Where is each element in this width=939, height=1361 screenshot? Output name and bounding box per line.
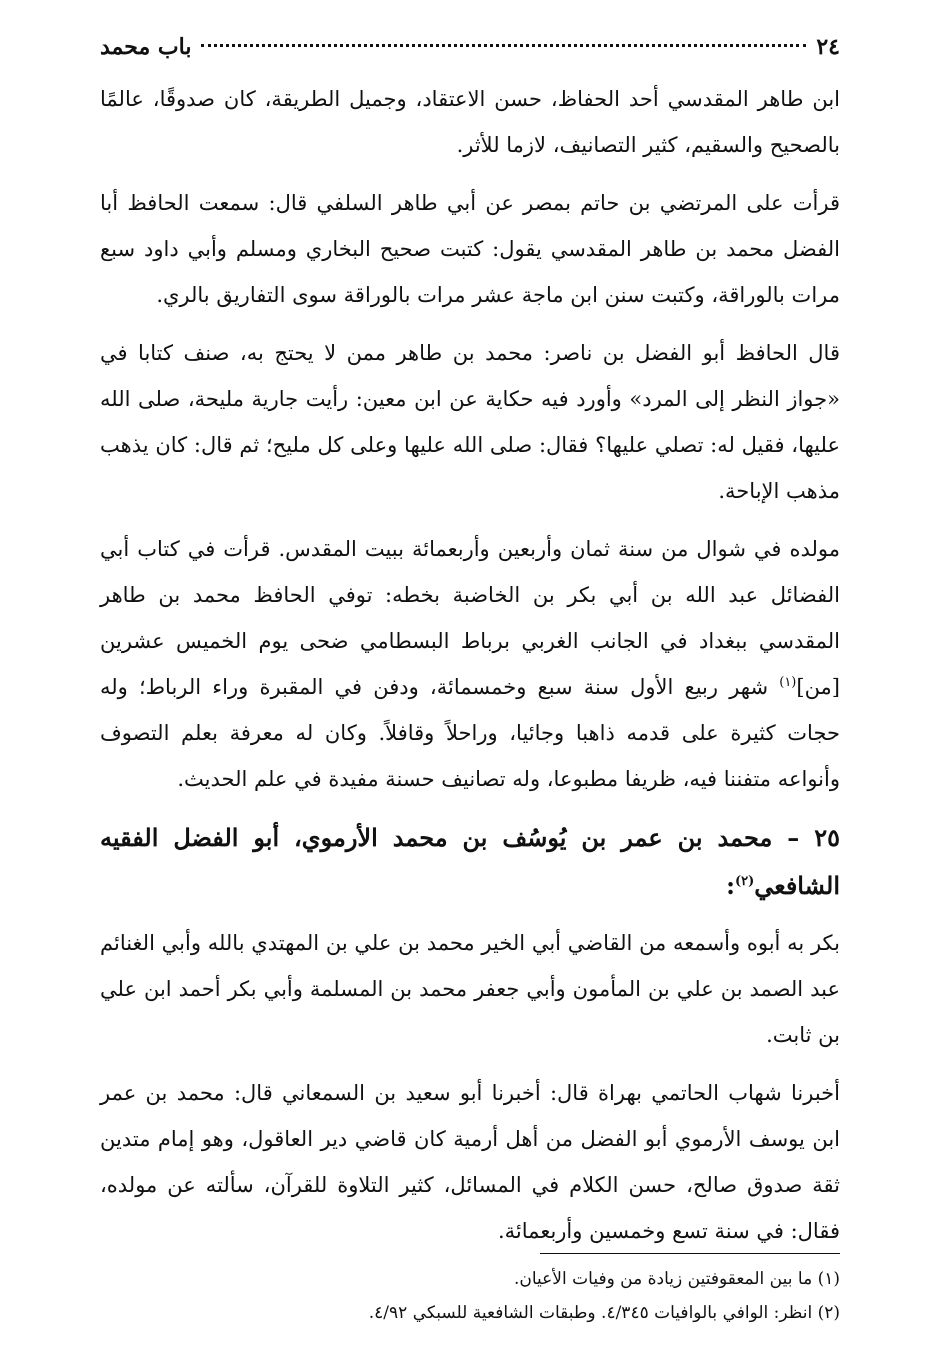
paragraph-4-text-b: شهر ربيع الأول سنة سبع وخمسمائة، ودفن في المقبرة وراء الرباط؛ وله حجات كثيرة على قدمه ذاهبا وجائيا، وراحلاً وقافلاً. وكان له معرفة بعلم التصوف وأنواعه متفننا فيه، ظريفا مطبوعا، وله تصانيف حسنة مفيدة في علم الحديث. xyxy=(100,675,840,791)
footnote-2: (٢) انظر: الوافي بالوافيات ٤/٣٤٥. وطبقات الشافعية للسبكي ٤/٩٢. xyxy=(368,1303,840,1323)
entry-heading-colon: : xyxy=(726,871,735,900)
footnote-1: (١) ما بين المعقوفتين زيادة من وفيات الأعيان. xyxy=(513,1269,840,1289)
paragraph-6: أخبرنا شهاب الحاتمي بهراة قال: أخبرنا أبو سعيد بن السمعاني قال: محمد بن عمر ابن يوسف الأرموي أبو الفضل من أهل أرمية كان قاضي دير العاقول، وهو إمام متدين ثقة صدوق صالح، حسن الكلام في المسائل، كثير التلاوة للقرآن، سألته عن مولده، فقال: في سنة تسع وخمسين وأربعمائة. xyxy=(100,1081,840,1243)
paragraph-4 xyxy=(100,526,840,802)
entry-heading-text: ٢٥ – محمد بن عمر بن يُوسُف بن محمد الأرموي، أبو الفضل الفقيه الشافعي xyxy=(100,823,840,900)
paragraph-1: ابن طاهر المقدسي أحد الحفاظ، حسن الاعتقاد، وجميل الطريقة، كان صدوقًا، عالمًا بالصحيح والسقيم، كثير التصانيف، لازما للأثر. xyxy=(100,87,841,157)
paragraph-5: بكر به أبوه وأسمعه من القاضي أبي الخير محمد بن علي بن المهتدي بالله وأبي الغنائم عبد الصمد بن علي بن المأمون وأبي جعفر محمد بن المسلمة وأبي بكر أحمد ابن علي بن ثابت. xyxy=(100,931,840,1047)
running-header xyxy=(100,30,840,68)
chapter-title: باب محمد xyxy=(100,34,192,60)
entry-heading xyxy=(100,814,840,910)
leader-dots xyxy=(201,44,806,47)
paragraph-4-text-a: مولده في شوال من سنة ثمان وأربعين وأربعمائة ببيت المقدس. قرأت في كتاب أبي الفضائل عبد الله بن أبي بكر بن الخاضبة بخطه: توفي الحافظ محمد بن طاهر المقدسي ببغداد في الجانب الغربي برباط البسطامي ضحى يوم الخميس عشرين [من] xyxy=(100,537,840,699)
footnote-rule xyxy=(540,1253,840,1254)
paragraph-3: قال الحافظ أبو الفضل بن ناصر: محمد بن طاهر ممن لا يحتج به، صنف كتابا في «جواز النظر إلى المرد» وأورد فيه حكاية عن ابن معين: رأيت جارية مليحة، صلى الله عليها، فقيل له: تصلي عليها؟ فقال: صلى الله عليها وعلى كل مليح؛ ثم قال: كان يذهب مذهب الإباحة. xyxy=(100,341,840,503)
page xyxy=(100,30,840,1266)
footnote-ref-2: (٢) xyxy=(734,874,755,889)
footnote-ref-1: (١) xyxy=(779,675,797,690)
paragraph-2: قرأت على المرتضي بن حاتم بمصر عن أبي طاهر السلفي قال: سمعت الحافظ أبا الفضل محمد بن طاهر المقدسي يقول: كتبت صحيح البخاري ومسلم وأبي داود سبع مرات بالوراقة، وكتبت سنن ابن ماجة عشر مرات بالوراقة سوى التفاريق بالري. xyxy=(100,191,840,307)
page-number: ٢٤ xyxy=(816,34,840,60)
footnotes xyxy=(100,1253,840,1330)
